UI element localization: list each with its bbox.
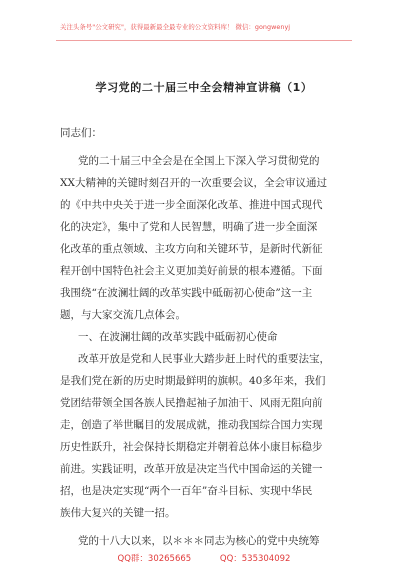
footer-qq-group: QQ群：30265665 bbox=[117, 554, 192, 564]
footer-contact bbox=[0, 552, 408, 564]
greeting: 同志们： bbox=[60, 127, 102, 139]
document-title: 学习党的二十届三中全会精神宣讲稿（1） bbox=[95, 81, 313, 94]
paragraph-line: 化的决定》，集中了党和人民智慧，明确了进一步全面深 bbox=[60, 221, 318, 233]
paragraph-line: 改革开放是党和人民事业大踏步赶上时代的重要法宝， bbox=[78, 353, 330, 365]
paragraph-line: 我围绕“在波澜壮阔的改革实践中砥砺初心使命”这一主 bbox=[60, 287, 313, 299]
paragraph-line: 程开创中国特色社会主义更加美好前景的根本遵循。下面 bbox=[60, 265, 323, 277]
paragraph-line: 历史性跃升，社会保持长期稳定并朝着总体小康目标稳步 bbox=[60, 441, 323, 453]
paragraph-line: 走，创造了举世瞩目的发展成就，推动我国综合国力实现 bbox=[60, 419, 323, 431]
header-banner: 关注头条号"公文研究"，获得最新最全最专业的公文资料库！ 微信：gongwenyj bbox=[60, 23, 291, 31]
document-body bbox=[60, 122, 356, 552]
paragraph-line: 党团结带领全国各族人民撸起袖子加油干、风雨无阻向前 bbox=[60, 397, 323, 409]
footer-qq: QQ：535304092 bbox=[219, 554, 291, 564]
section-heading: 一、在波澜壮阔的改革实践中砥砺初心使命 bbox=[78, 331, 278, 343]
header-divider bbox=[56, 40, 352, 41]
paragraph-line: 前进。实践证明，改革开放是决定当代中国命运的关键一 bbox=[60, 463, 323, 475]
paragraph-line: 题，与大家交流几点体会。 bbox=[60, 309, 186, 321]
paragraph-line: 是我们党在新的历史时期最鲜明的旗帜。40多年来，我们 bbox=[60, 375, 326, 387]
paragraph-line: 的《中共中央关于进一步全面深化改革、推进中国式现代 bbox=[60, 199, 323, 211]
paragraph-line: 党的十八大以来，以＊＊＊同志为核心的党中央统筹 bbox=[78, 535, 320, 547]
paragraph-line: 党的二十届三中全会是在全国上下深入学习贯彻党的 bbox=[78, 155, 320, 167]
paragraph-line: 招，也是决定实现“两个一百年”奋斗目标、实现中华民 bbox=[60, 485, 313, 497]
paragraph-line: 族伟大复兴的关键一招。 bbox=[60, 507, 176, 519]
paragraph-line: 化改革的重点领域、主攻方向和关键环节，是新时代新征 bbox=[60, 243, 323, 255]
paragraph-line: XX大精神的关键时刻召开的一次重要会议，全会审议通过 bbox=[60, 177, 327, 189]
